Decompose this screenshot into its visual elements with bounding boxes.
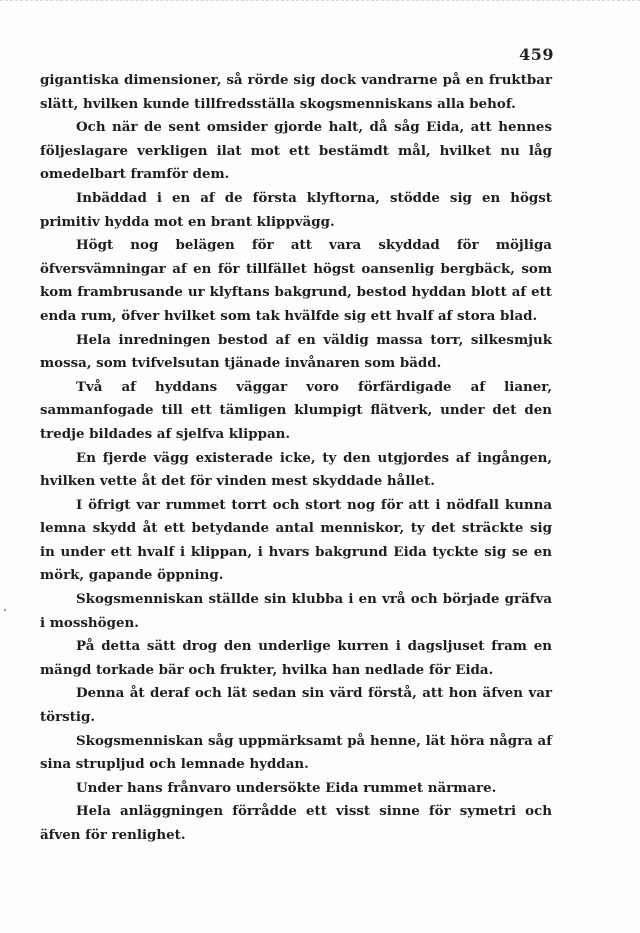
paragraph: Skogsmenniskan ställde sin klubba i en vrå och började gräfva i mosshögen. [40, 591, 552, 631]
paragraph: På detta sätt drog den underlige kurren i dagsljuset fram en mängd torkade bär och frukter, hvilka han nedlade för Eida. [40, 638, 552, 678]
paragraph: Och när de sent omsider gjorde halt, då såg Eida, att hennes följeslagare verkligen ilat mot ett bestämdt mål, hvilket nu låg omedelbart framför dem. [40, 119, 552, 183]
paragraph: Under hans frånvaro undersökte Eida rummet närmare. [76, 779, 497, 796]
paragraph: Hela inredningen bestod af en väldig massa torr, silkesmjuk mossa, som tvifvelsutan tjänade invånaren som bädd. [40, 331, 552, 372]
paragraph: Inbäddad i en af de första klyftorna, stödde sig en högst primitiv hydda mot en brant klippvägg. [40, 189, 552, 230]
paragraph: Denna åt deraf och lät sedan sin värd förstå, att hon äfven var törstig. [40, 685, 552, 726]
paragraph: Högt nog belägen för att vara skyddad för möjliga öfversvämningar af en för tillfället högst oansenlig bergbäck, som kom frambrusande ur klyftans bakgrund, bestod hyddan blott af ett enda rum, öfver hvilket som tak hvälfde sig ett hvalf af stora blad. [40, 237, 552, 324]
paragraph: En fjerde vägg existerade icke, ty den utgjordes af ingången, hvilken vette åt det för vinden mest skyddade hållet. [40, 449, 552, 490]
body-text [40, 69, 552, 848]
paragraph: Två af hyddans väggar voro förfärdigade af lianer, sammanfogade till ett tämligen klumpigt flätverk, under det den tredje bildades af sjelfva klippan. [40, 378, 552, 442]
paragraph: I öfrigt var rummet torrt och stort nog för att i nödfall kunna lemna skydd åt ett betydande antal menniskor, ty det sträckte sig in under ett hvalf i klippan, i hvars bakgrund Eida tyckte sig se en mörk, gapande öppning. [40, 496, 552, 584]
paragraph-continuation: gigantiska dimensioner, så rörde sig dock vandrarne på en fruktbar slätt, hvilken kunde tillfredsställa skogsmenniskans alla behof. [40, 72, 552, 112]
scan-speck [4, 609, 6, 611]
paragraph: Skogsmenniskan såg uppmärksamt på henne, lät höra några af sina strupljud och lemnade hyddan. [40, 732, 552, 773]
page-number: 459 [519, 45, 554, 64]
paragraph: Hela anläggningen förrådde ett visst sinne för symetri och äfven för renlighet. [40, 803, 552, 843]
